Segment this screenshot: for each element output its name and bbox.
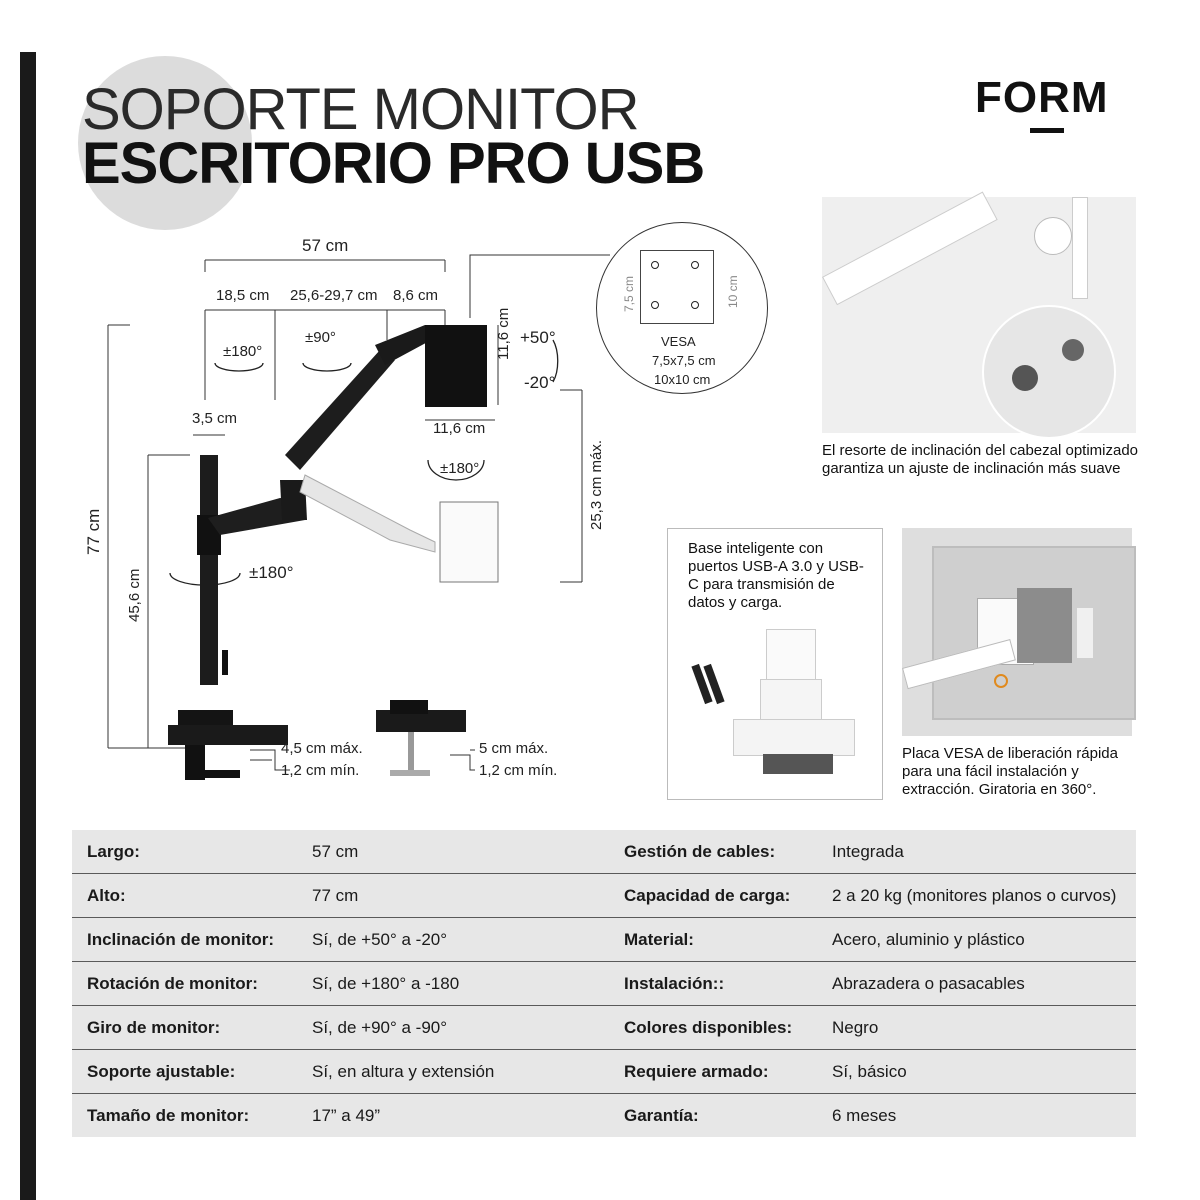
spec-key: Requiere armado: [609, 1050, 817, 1094]
grommet-min-label: 1,2 cm mín. [479, 762, 558, 779]
title-line2: ESCRITORIO PRO USB [82, 131, 705, 196]
spec-key: Instalación:: [609, 962, 817, 1006]
spec-value: 6 meses [832, 1105, 897, 1125]
clamp-max-label: 4,5 cm máx. [281, 740, 363, 757]
rot-base-label: ±180° [223, 343, 263, 360]
brand-logo: FORM [975, 73, 1109, 122]
spec-key: Capacidad de carga: [609, 874, 817, 918]
spec-key: Colores disponibles: [609, 1006, 817, 1050]
spec-key: Tamaño de monitor: [87, 1105, 250, 1125]
tilt-spring-caption: El resorte de inclinación del cabezal optimizado garantiza un ajuste de inclinación más suave [822, 442, 1139, 477]
smart-base-caption: Base inteligente con puertos USB-A 3.0 y USB-C para transmisión de datos y carga. [688, 540, 864, 611]
spec-row [72, 918, 1136, 962]
tilt-spring-photo [822, 197, 1136, 433]
dim-plate-height: 11,6 cm [495, 307, 512, 360]
spec-value: Sí, de +90° a -90° [297, 1006, 609, 1050]
grommet-max-label: 5 cm máx. [479, 740, 549, 757]
vesa-size1: 7,5x7,5 cm [652, 353, 716, 368]
vesa-plate-photo [902, 528, 1132, 736]
title-line1: SOPORTE MONITOR [82, 77, 639, 142]
dim-height-total: 77 cm [84, 508, 103, 555]
spec-row [72, 1094, 1136, 1138]
spec-value: Sí, en altura y extensión [297, 1050, 609, 1094]
dim-width-total: 57 cm [302, 236, 349, 255]
dim-pole-height: 45,6 cm [126, 568, 143, 622]
spec-value: 77 cm [297, 874, 609, 918]
dim-plate-width: 11,6 cm [433, 420, 486, 437]
spec-value: Abrazadera o pasacables [817, 962, 1136, 1006]
spec-key: Garantía: [624, 1105, 699, 1125]
vesa-plate-icon [640, 250, 714, 324]
spec-key: Soporte ajustable: [72, 1050, 297, 1094]
tilt-down-label: -20° [524, 373, 556, 392]
vesa-side-large: 10 cm [726, 275, 740, 308]
vesa-plate-caption: Placa VESA de liberación rápida para una fácil instalación y extracción. Giratoria en 360°. [902, 745, 1118, 798]
spec-row [72, 830, 1136, 874]
tilt-up-label: +50° [520, 328, 556, 347]
vesa-label: VESA [661, 334, 696, 349]
spec-value: Sí, de +180° a -180 [297, 962, 609, 1006]
left-accent-bar [20, 52, 36, 1200]
spec-value: 17” a 49” [312, 1105, 381, 1125]
spec-value: Acero, aluminio y plástico [817, 918, 1136, 962]
spec-key: Gestión de cables: [609, 830, 817, 874]
spec-key: Rotación de monitor: [72, 962, 297, 1006]
spec-value: Sí, básico [817, 1050, 1136, 1094]
rot-pole-label: ±180° [249, 563, 294, 582]
clamp-min-label: 1,2 cm mín. [281, 762, 360, 779]
spec-value: 2 a 20 kg (monitores planos o curvos) [817, 874, 1136, 918]
spec-row [72, 874, 1136, 918]
dim-seg2: 25,6-29,7 cm [290, 287, 378, 304]
spec-row [72, 1050, 1136, 1094]
spec-key: Material: [609, 918, 817, 962]
dim-seg3: 8,6 cm [393, 287, 439, 304]
dim-pole-diameter: 3,5 cm [192, 410, 238, 427]
brand-logo-underline [1030, 128, 1064, 133]
spec-key: Inclinación de monitor: [72, 918, 297, 962]
vesa-size2: 10x10 cm [654, 372, 711, 387]
spec-key: Alto: [72, 874, 297, 918]
vesa-side-small: 7,5 cm [622, 275, 636, 312]
spec-value: Integrada [817, 830, 1136, 874]
dimension-diagram [90, 230, 610, 810]
spec-row [72, 1006, 1136, 1050]
rot-head-label: ±180° [440, 460, 480, 477]
spec-value: Sí, de +50° a -20° [297, 918, 609, 962]
spec-key: Largo: [72, 830, 297, 874]
spec-key: Giro de monitor: [72, 1006, 297, 1050]
rot-mid-label: ±90° [305, 329, 336, 346]
spec-row [72, 962, 1136, 1006]
spec-value: 57 cm [297, 830, 609, 874]
spec-value: Negro [817, 1006, 1136, 1050]
dim-reach: 25,3 cm máx. [588, 439, 605, 530]
dim-seg1: 18,5 cm [216, 287, 270, 304]
specs-table [72, 830, 1136, 1137]
